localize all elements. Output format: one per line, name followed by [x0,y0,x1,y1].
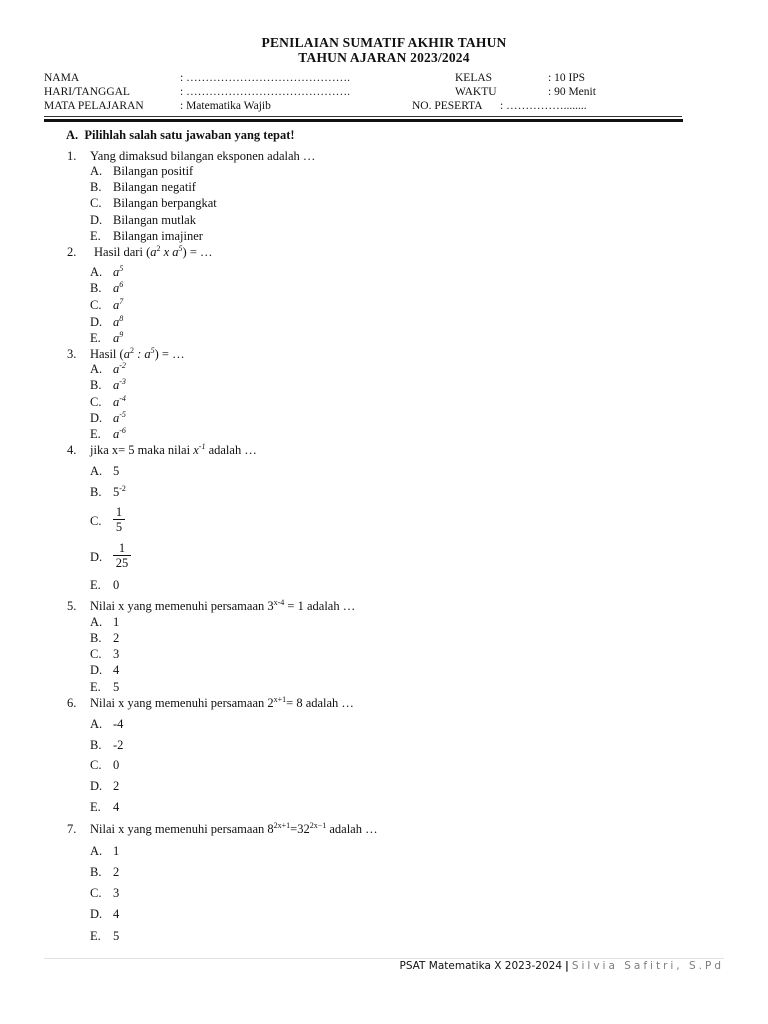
option-letter: E. [90,229,101,243]
option-letter: E. [90,331,101,345]
question-number: 6. [67,696,77,710]
option-letter: A. [90,844,103,858]
option-power: $a^8$ [113,314,124,329]
option-letter: B. [90,631,102,645]
option-letter: D. [90,779,103,793]
question-number: 7. [67,822,77,836]
option-letter: B. [90,485,102,499]
option-power: $a^6$ [113,280,124,295]
question-text: Nilai x yang memenuhi persamaan $8^{2x+1}=32^{2x-1}$ adalah … [90,821,378,836]
section-heading [66,128,295,143]
option-text: 3 [113,886,120,900]
option-letter: D. [90,663,103,677]
question-text: Yang dimaksud bilangan eksponen adalah … [90,149,316,163]
option-text: 2 [113,865,120,879]
option-text: 0 [113,578,120,592]
nama-field: : ……………………………………. [180,72,350,84]
question-text: Nilai x yang memenuhi persamaan $2^{x+1}= 8$ adalah … [90,695,354,710]
question-text: jika x= 5 maka nilai $x^{-1}$ adalah … [90,442,257,457]
option-letter: C. [90,514,102,528]
question-number: 1. [67,149,77,163]
question-number: 2. [67,245,77,259]
option-letter: B. [90,180,102,194]
option-text: Bilangan positif [113,164,194,178]
option-text: 4 [113,663,120,677]
option-letter: C. [90,758,102,772]
waktu-label: WAKTU [455,86,497,98]
question-text: Hasil ($a^2$ : $a^5$) = … [90,346,185,361]
question-number: 5. [67,599,77,613]
option-text: -2 [113,738,124,752]
option-text: 5 [113,929,120,943]
footer-separator: | [565,960,569,972]
hari-field: : ……………………………………. [180,86,350,98]
option-letter: E. [90,680,101,694]
section-letter: A. [66,128,79,142]
option-power: $a^{-3}$ [113,377,126,392]
header-divider-thin [44,116,682,117]
option-letter: C. [90,298,102,312]
waktu-value: : 90 Menit [548,86,596,98]
footer-author: Silvia Safitri, S.Pd [571,960,724,972]
option-text: 4 [113,800,120,814]
option-power: $a^5$ [113,264,124,279]
option-letter: E. [90,929,101,943]
option-text: 2 [113,631,120,645]
option-power: $a^{-2}$ [113,361,126,376]
nama-label: NAMA [44,72,80,84]
option-fraction: 1 25 [113,541,131,571]
option-power: $a^{-5}$ [113,410,126,425]
option-text: 5 [113,464,120,478]
option-power: $a^7$ [113,297,124,312]
option-power: $5^{-2}$ [113,484,126,499]
option-letter: B. [90,281,102,295]
mapel-value: : Matematika Wajib [180,100,271,112]
footer-divider [44,958,724,959]
option-letter: D. [90,550,103,564]
header-divider-thick [44,119,683,122]
exam-subtitle: TAHUN AJARAN 2023/2024 [298,50,470,65]
section-title: Pilihlah salah satu jawaban yang tepat! [84,128,295,142]
hari-label: HARI/TANGGAL [44,86,130,98]
option-letter: E. [90,427,101,441]
exam-title: PENILAIAN SUMATIF AKHIR TAHUN [261,35,507,50]
page-footer [399,960,724,972]
option-letter: C. [90,395,102,409]
option-letter: C. [90,196,102,210]
option-letter: D. [90,907,103,921]
option-text: 2 [113,779,120,793]
option-letter: B. [90,865,102,879]
option-text: Bilangan imajiner [113,229,203,243]
option-text: 5 [113,680,120,694]
option-letter: B. [90,378,102,392]
option-text: -4 [113,717,124,731]
option-text: 1 [113,844,120,858]
question-number: 3. [67,347,77,361]
kelas-value: : 10 IPS [548,72,586,84]
option-text: Bilangan negatif [113,180,196,194]
option-text: 1 [113,615,120,629]
option-letter: E. [90,800,101,814]
option-power: $a^9$ [113,330,124,345]
option-letter: E. [90,578,101,592]
option-letter: D. [90,315,103,329]
kelas-label: KELAS [455,72,493,84]
option-letter: C. [90,886,102,900]
footer-doc-title: PSAT Matematika X 2023-2024 [399,960,562,972]
option-letter: A. [90,717,103,731]
option-text: Bilangan berpangkat [113,196,217,210]
option-fraction: 1 5 [113,505,125,535]
question-text: Hasil dari ($a^2$ x $a^5$) = … [94,244,213,259]
option-power: $a^{-4}$ [113,394,126,409]
peserta-label: NO. PESERTA [412,100,483,112]
mapel-label: MATA PELAJARAN [44,100,144,112]
option-letter: A. [90,362,103,376]
option-letter: A. [90,164,103,178]
option-letter: B. [90,738,102,752]
option-text: Bilangan mutlak [113,213,196,227]
question-text: Nilai x yang memenuhi persamaan $3^{x-4} = 1$ adalah … [90,598,356,613]
option-text: 4 [113,907,120,921]
option-letter: A. [90,615,103,629]
peserta-field: : ……………........ [500,100,587,112]
question-number: 4. [67,443,77,457]
option-text: 3 [113,647,120,661]
option-text: 0 [113,758,120,772]
option-letter: A. [90,464,103,478]
option-letter: C. [90,647,102,661]
option-letter: A. [90,265,103,279]
option-power: $a^{-6}$ [113,426,126,441]
option-letter: D. [90,213,103,227]
option-letter: D. [90,411,103,425]
